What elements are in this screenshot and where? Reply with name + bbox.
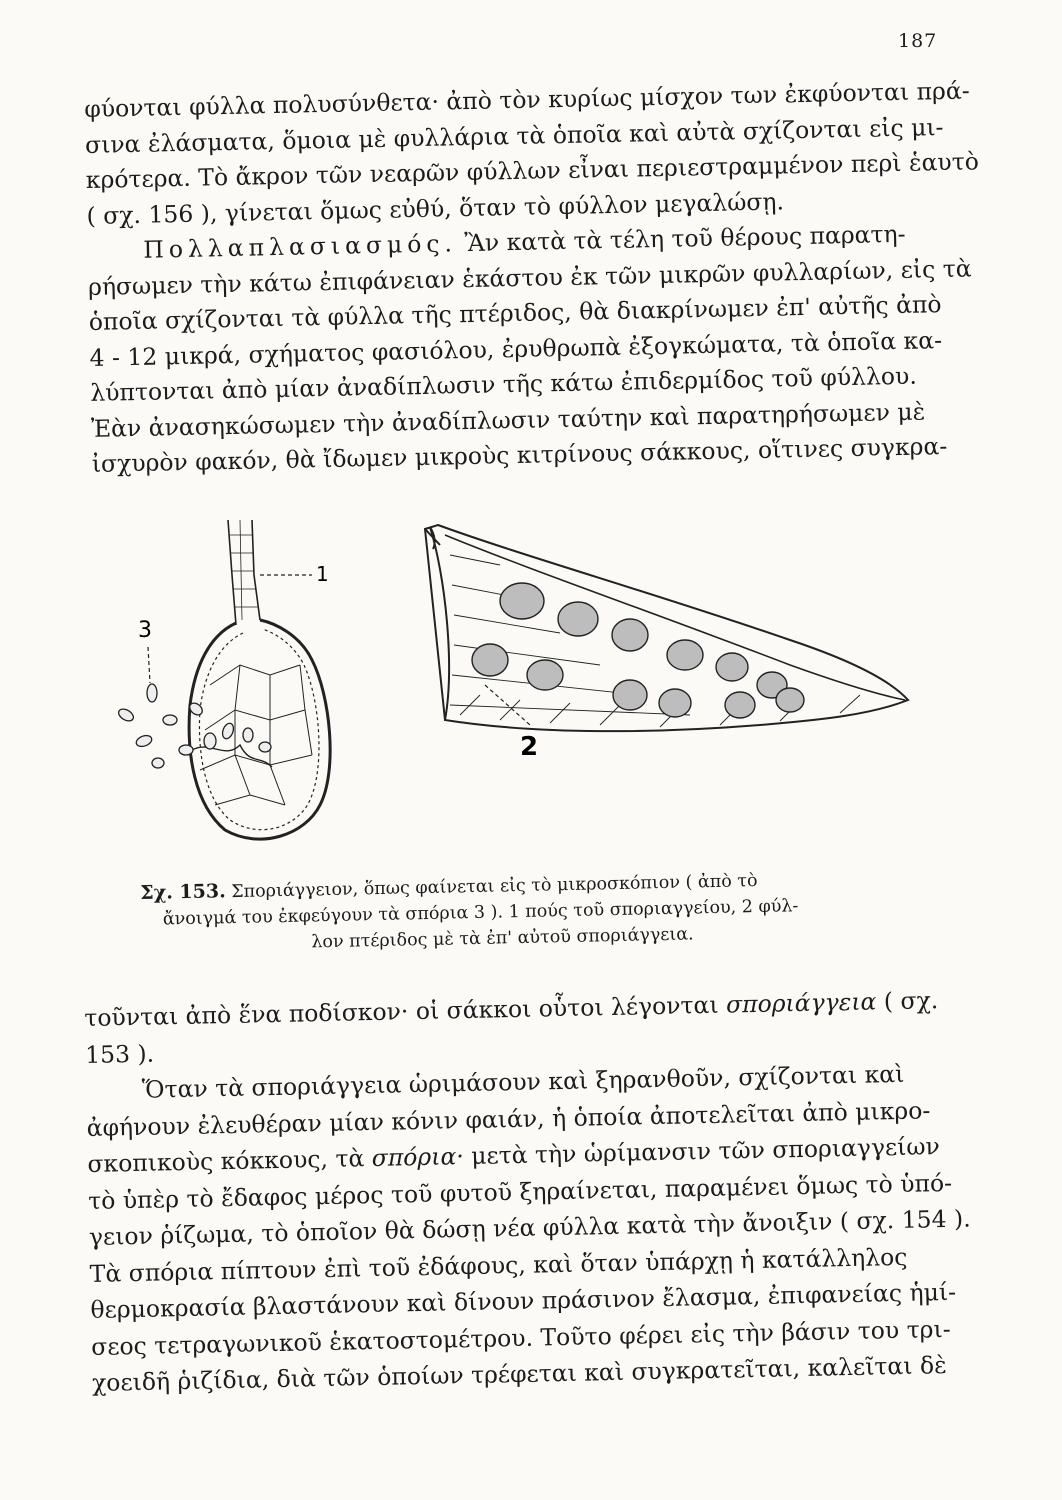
text-line: Ὅταν τὰ σποριάγγεια ὡριμάσουν καὶ ξηρανθοῦν, σχίζονται καὶ bbox=[141, 1059, 905, 1104]
text-line: Τὰ σπόρια πίπτουν ἐπὶ τοῦ ἐδάφους, καὶ ὅταν ὑπάρχῃ ἡ κατάλληλος bbox=[89, 1242, 908, 1288]
figure-label-3: 3 bbox=[138, 618, 152, 643]
text-line: σινα ἐλάσματα, ὅμοια μὲ φυλλάρια τὰ ὁποῖα καὶ αὐτὰ σχίζονται εἰς μι- bbox=[84, 112, 944, 159]
figure-number: Σχ. 153. bbox=[140, 880, 226, 904]
text-line: κρότερα. Τὸ ἄκρον τῶν νεαρῶν φύλλων εἶναι περιεστραμμένον περὶ ἑαυτὸ bbox=[85, 147, 980, 194]
caption-text: Σποριάγγειον, ὅπως φαίνεται εἰς τὸ μικροσκόπιον ( ἀπὸ τὸ bbox=[231, 871, 758, 903]
paragraph-top bbox=[84, 74, 980, 483]
term-sporangia: σποριάγγεια bbox=[725, 987, 877, 1019]
page-number: 187 bbox=[898, 30, 938, 52]
text-line: σεος τετραγωνικοῦ ἑκατοστομέτρου. Τοῦτο φέρει εἰς τὴν βάσιν του τρι- bbox=[90, 1314, 951, 1361]
text-run: μετὰ τὴν ὡρίμανσιν τῶν σποριαγγείων bbox=[470, 1132, 941, 1170]
text-run: τοῦνται ἀπὸ ἕνα ποδίσκον· οἱ σάκκοι οὗτοι λέγονται bbox=[84, 990, 719, 1032]
text-run: Ἂν κατὰ τὰ τέλη τοῦ θέρους παρατη- bbox=[464, 219, 906, 258]
figure-sporangium bbox=[100, 515, 950, 845]
figure-label-2: 2 bbox=[520, 732, 539, 762]
section-heading: Πολλαπλασιασμός. bbox=[143, 229, 458, 264]
figure-caption bbox=[140, 864, 911, 959]
term-spores: σπόρια· bbox=[371, 1142, 465, 1173]
text-line: Ἐὰν ἀνασηκώσωμεν τὴν ἀναδίπλωσιν ταύτην καὶ παρατηρήσωμεν μὲ bbox=[90, 396, 926, 443]
text-line: ἰσχυρὸν φακόν, θὰ ἴδωμεν μικροὺς κιτρίνους σάκκους, οἵτινες συγκρα- bbox=[91, 432, 948, 478]
text-line: ἀφήνουν ἐλευθέραν μίαν κόνιν φαιάν, ἡ ὁποία ἀποτελεῖται ἀπὸ μικρο- bbox=[86, 1095, 931, 1142]
text-line: ( σχ. 156 ), γίνεται ὅμως εὐθύ, ὅταν τὸ φύλλον μεγαλώσῃ. bbox=[86, 186, 785, 230]
sori bbox=[472, 583, 804, 718]
text-line: τὸ ὑπὲρ τὸ ἔδαφος μέρος τοῦ φυτοῦ ξηραίνεται, παραμένει ὅμως τὸ ὑπό- bbox=[87, 1168, 953, 1215]
text-line: 4 - 12 μικρά, σχήματος φασιόλου, ἐρυθρωπὰ ἐξογκώματα, τὰ ὁποῖα κα- bbox=[89, 325, 943, 372]
text-line: φύονται φύλλα πολυσύνθετα· ἀπὸ τὸν κυρίως μίσχον των ἐκφύονται πρά- bbox=[84, 76, 970, 123]
paragraph-bottom bbox=[84, 982, 971, 1402]
text-line: ὁποῖα σχίζονται τὰ φύλλα τῆς πτέριδος, θὰ διακρίνωμεν ἐπ' αὐτῆς ἀπὸ bbox=[88, 290, 942, 336]
caption-line: ἄνοιγμά του ἐκφεύγουν τὰ σπόρια 3 ). 1 πούς τοῦ σποριαγγείου, 2 φύλ- bbox=[162, 896, 799, 930]
figure-label-1: 1 bbox=[316, 562, 329, 586]
text-line: θερμοκρασία βλαστάνουν καὶ δίνουν πράσινον ἔλασμα, ἐπιφανείας ἡμί- bbox=[90, 1277, 957, 1324]
text-line: 153 ). bbox=[84, 1039, 155, 1069]
text-run: ( σχ. bbox=[883, 986, 939, 1016]
sporangium-capsule bbox=[189, 620, 330, 839]
text-line: ρήσωμεν τὴν κάτω ἐπιφάνειαν ἑκάστου ἐκ τῶν μικρῶν φυλλαρίων, εἰς τὰ bbox=[87, 253, 972, 301]
text-run: σκοπικοὺς κόκκους, τὰ bbox=[87, 1144, 365, 1178]
caption-line: λον πτέριδος μὲ τὰ ἐπ' αὐτοῦ σποριάγγεια. bbox=[311, 924, 694, 953]
sporangium-stalk bbox=[228, 520, 260, 625]
sporangium-illustration bbox=[100, 515, 950, 845]
text-line: λύπτονται ἀπὸ μίαν ἀναδίπλωσιν τῆς κάτω ἐπιδερμίδος τοῦ φύλλου. bbox=[90, 361, 918, 407]
text-line: γειον ῥίζωμα, τὸ ὁποῖον θὰ δώσῃ νέα φύλλα κατὰ τὴν ἄνοιξιν ( σχ. 154 ). bbox=[88, 1204, 971, 1251]
text-line: χοειδῆ ῥιζίδια, διὰ τῶν ὁποίων τρέφεται καὶ συγκρατεῖται, καλεῖται δὲ bbox=[91, 1351, 947, 1397]
